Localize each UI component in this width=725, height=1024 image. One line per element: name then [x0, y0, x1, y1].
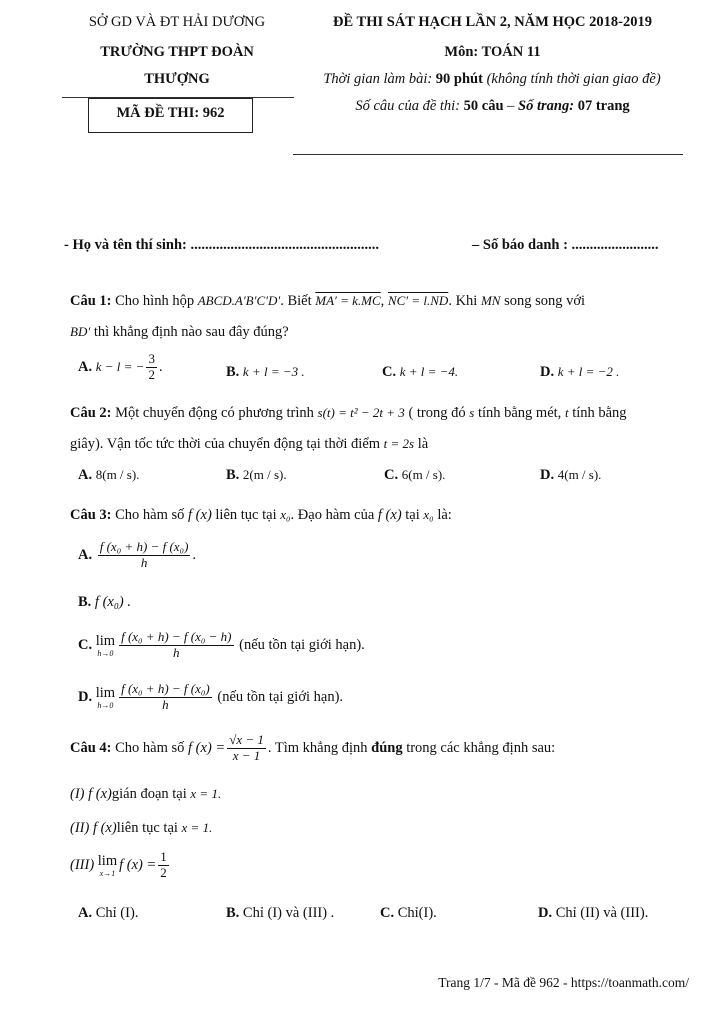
option-key: C.: [380, 905, 395, 921]
q4-statement-3: [70, 850, 171, 881]
q3-fx-2: f (x): [377, 507, 402, 523]
fraction-denominator: h: [140, 554, 148, 570]
q3-option-c[interactable]: [78, 630, 365, 661]
q1-option-c[interactable]: [382, 364, 458, 381]
option-text: k + l = −4.: [399, 364, 459, 379]
q3-text: Cho hàm số: [115, 507, 185, 523]
fraction-denominator: h: [173, 644, 180, 660]
statement-function: f (x): [88, 786, 112, 802]
q4-option-b[interactable]: [226, 905, 334, 922]
option-end: .: [158, 358, 163, 375]
q4-emphasis: đúng: [371, 739, 403, 756]
fraction-denominator: h: [162, 696, 169, 712]
q3-text3: . Đạo hàm của: [290, 507, 375, 523]
q3-text4: tại: [405, 507, 420, 523]
q2-option-c[interactable]: [384, 467, 445, 484]
question-1-stem: Câu 1: Cho hình hộp ABCD.A′B′C′D′. Biết MA′ = k.MC, NC′ = l.ND. Khi MN song song với: [70, 293, 586, 309]
q2-text: Một chuyển động có phương trình: [115, 405, 314, 421]
q4-text3: trong các khẳng định sau:: [406, 739, 556, 756]
option-note: (nếu tồn tại giới hạn).: [239, 636, 365, 653]
q2-text2: ( trong đó: [408, 405, 466, 421]
fraction-numerator: f (x₀ + h) − f (x₀ − h): [121, 629, 232, 644]
q4-text2: . Tìm khẳng định: [267, 739, 368, 756]
subject: Môn: TOÁN 11: [444, 44, 541, 60]
q2-option-a[interactable]: [78, 467, 139, 484]
option-key: B.: [226, 905, 240, 921]
q4-statement-2: [70, 820, 212, 837]
option-text: Chỉ (II) và (III).: [555, 905, 649, 921]
q4-statement-1: [70, 786, 221, 803]
q2-option-b[interactable]: [226, 467, 287, 484]
fraction-numerator: f (x₀ + h) − f (x₀): [99, 539, 189, 554]
q1-text4: song song với: [504, 293, 586, 309]
option-text: k + l = −2 .: [557, 364, 620, 379]
q1-text5: thì khẳng định nào sau đây đúng?: [93, 324, 289, 340]
option-key: A.: [78, 467, 93, 483]
q1-bd: BD′: [70, 324, 91, 339]
q1-text3: . Khi: [448, 293, 478, 309]
fraction-numerator: √x − 1: [229, 732, 264, 747]
option-text: f (x₀) .: [94, 594, 131, 610]
statement-function: f (x) =: [119, 856, 157, 873]
pages-label: Số trang:: [518, 98, 575, 114]
q2-text6: là: [417, 436, 429, 452]
q1-text2: . Biết: [280, 293, 312, 309]
q3-text2: liên tục tại: [215, 507, 277, 523]
statement-eq: x = 1.: [190, 786, 222, 801]
option-key: A.: [78, 358, 93, 375]
q4-option-a[interactable]: [78, 905, 138, 922]
q4-fx: f (x) =: [188, 739, 226, 756]
exam-code: MÃ ĐỀ THI: 962: [116, 105, 225, 121]
time-label: Thời gian làm bài:: [323, 71, 433, 87]
fraction-numerator: 1: [160, 849, 167, 864]
q1-mn: MN: [480, 293, 501, 308]
question-3-label: Câu 3:: [70, 507, 112, 523]
option-text: 4(m / s).: [557, 467, 602, 482]
option-key: C.: [384, 467, 399, 483]
option-text: Chỉ (I) và (III) .: [242, 905, 335, 921]
statement-tag: (I): [70, 786, 85, 802]
header-right-divider: [293, 154, 683, 155]
page-footer: Trang 1/7 - Mã đề 962 - https://toanmath.com/: [438, 975, 689, 990]
option-end: .: [192, 546, 197, 563]
option-key: A.: [78, 546, 93, 563]
option-text: k − l = −: [95, 358, 145, 374]
option-note: (nếu tồn tại giới hạn).: [217, 688, 344, 705]
fraction-denominator: 2: [160, 864, 167, 880]
q3-option-d[interactable]: [78, 682, 343, 713]
option-key: C.: [382, 364, 397, 380]
limit-symbol: lim: [97, 852, 118, 869]
count-label: Số câu của đề thi:: [355, 98, 461, 114]
pages-value: 07 trang: [577, 98, 630, 114]
option-key: A.: [78, 905, 93, 921]
q3-text5: là:: [437, 507, 452, 523]
q1-vector-1: MA′ = k.MC: [315, 293, 381, 308]
school-name-line1: TRƯỜNG THPT ĐOÀN: [100, 44, 254, 60]
question-1-stem-line2: [70, 324, 289, 341]
q2-option-d[interactable]: [540, 467, 601, 484]
statement-tag: (II): [70, 820, 90, 836]
q2-t: t: [564, 405, 569, 420]
option-key: B.: [226, 364, 240, 380]
fraction-numerator: 3: [148, 351, 155, 366]
count-line: Số câu của đề thi: 50 câu – Số trang: 07 trang: [355, 98, 630, 114]
q2-t-eq: t = 2s: [383, 436, 415, 451]
statement-function: f (x): [92, 820, 117, 836]
time-note: (không tính thời gian giao đề): [486, 71, 661, 87]
option-key: D.: [540, 364, 555, 380]
q2-text4: tính bằng: [572, 405, 627, 421]
q1-text: Cho hình hộp: [115, 293, 195, 309]
option-text: 8(m / s).: [95, 467, 140, 482]
candidate-id-field: – Số báo danh : ........................: [472, 237, 659, 253]
q3-x0: x₀: [280, 507, 291, 522]
q4-option-d[interactable]: [538, 905, 648, 922]
option-text: Chỉ (I).: [95, 905, 139, 921]
q3-x0-2: x₀: [423, 507, 434, 522]
q4-option-c[interactable]: [380, 905, 437, 922]
option-key: C.: [78, 636, 93, 653]
statement-text: gián đoạn tại: [111, 786, 187, 802]
limit-subscript: x→1: [99, 868, 116, 878]
question-3-stem: [70, 507, 452, 524]
option-key: B.: [78, 594, 92, 610]
exam-title: ĐỀ THI SÁT HẠCH LẦN 2, NĂM HỌC 2018-2019: [333, 14, 652, 30]
question-2-stem: [70, 405, 627, 422]
q1-option-b[interactable]: [226, 364, 305, 381]
q1-option-d[interactable]: [540, 364, 619, 381]
school-name-line2: THƯỢNG: [144, 71, 210, 87]
limit-symbol: lim: [95, 632, 116, 649]
department-name: SỞ GD VÀ ĐT HẢI DƯƠNG: [88, 14, 266, 30]
q2-equation: s(t) = t² − 2t + 3: [317, 405, 405, 420]
option-key: D.: [538, 905, 553, 921]
q2-s: s: [469, 405, 475, 420]
q1-option-a[interactable]: [78, 352, 163, 383]
option-key: D.: [78, 688, 93, 705]
option-text: k + l = −3 .: [242, 364, 305, 379]
time-line: [296, 71, 688, 88]
question-2-label: Câu 2:: [70, 405, 112, 421]
limit-subscript: h→0: [97, 700, 114, 710]
option-text: 6(m / s).: [401, 467, 446, 482]
q2-text5: giây). Vận tốc tức thời của chuyển động tại thời điểm: [70, 436, 381, 452]
time-value: 90 phút: [435, 71, 483, 87]
q4-text: Cho hàm số: [115, 739, 185, 756]
limit-subscript: h→0: [97, 648, 114, 658]
q3-fx: f (x): [188, 507, 212, 523]
q1-solid: ABCD.A′B′C′D′: [197, 293, 281, 308]
statement-text: liên tục tại: [116, 820, 178, 836]
fraction-denominator: x − 1: [232, 747, 261, 763]
option-text: Chỉ(I).: [397, 905, 437, 921]
option-text: 2(m / s).: [242, 467, 287, 482]
q2-text3: tính bằng mét,: [477, 405, 562, 421]
question-4-stem: [70, 733, 555, 764]
option-key: B.: [226, 467, 240, 483]
fraction-denominator: 2: [148, 366, 155, 382]
fraction-numerator: f (x₀ + h) − f (x₀): [121, 681, 210, 696]
q1-vector-2: NC′ = l.ND: [387, 293, 449, 308]
q3-option-a[interactable]: [78, 540, 196, 571]
statement-tag: (III): [70, 856, 95, 873]
candidate-name-field: - Họ và tên thí sinh: ....................................................: [64, 237, 379, 253]
q3-option-b[interactable]: [78, 594, 131, 611]
question-2-stem-line2: [70, 436, 428, 453]
statement-eq: x = 1.: [181, 820, 213, 835]
question-1-label: Câu 1:: [70, 293, 112, 309]
limit-symbol: lim: [95, 684, 116, 701]
count-value: 50 câu: [463, 98, 504, 114]
question-4-label: Câu 4:: [70, 739, 112, 756]
option-key: D.: [540, 467, 555, 483]
